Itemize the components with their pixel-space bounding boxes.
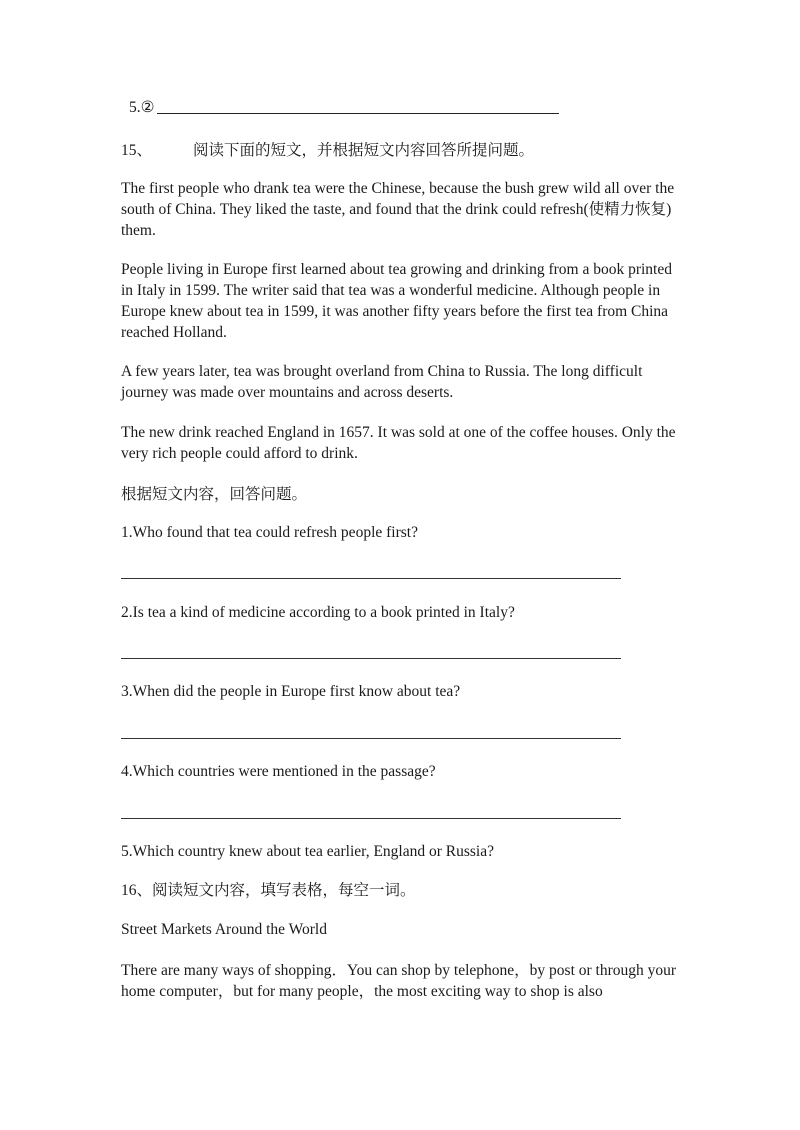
answer-line-3[interactable] [121,738,621,739]
question-3: 3.When did the people in Europe first know about tea? [121,683,461,700]
passage-paragraph-3: A few years later, tea was brought overland from China to Russia. The long difficult journey was made over mountains and across deserts. [121,363,643,401]
question-4: 4.Which countries were mentioned in the passage? [121,763,436,780]
question-2: 2.Is tea a kind of medicine according to a book printed in Italy? [121,604,515,621]
passage-paragraph-1: The first people who drank tea were the Chinese, because the bush grew wild all over the south of China. They liked the taste, and found that the drink could refresh(使精力恢复) them. [121,180,675,239]
answer-line-4[interactable] [121,818,621,819]
previous-answer-line [129,97,559,118]
passage-paragraph-2: People living in Europe first learned about tea growing and drinking from a book printed in Italy in 1599. The writer said that tea was a wonderful medicine. Although people in Europe knew about tea in 1599, it was another fifty years before the first tea from China reached Holland. [121,261,672,341]
questions-instruction: 根据短文内容，回答问题。 [121,486,308,503]
section-16-paragraph: There are many ways of shopping．You can shop by telephone，by post or through your home computer，but for many people，the most exciting way to shop is also [121,962,677,1000]
section-15-heading [121,140,534,161]
answer-line-2[interactable] [121,658,621,659]
section-15-number: 15、 [121,142,153,159]
section-16-heading: 16、阅读短文内容，填写表格，每空一词。 [121,882,416,899]
previous-answer-label: 5.② [129,99,155,116]
answer-line-1[interactable] [121,578,621,579]
section-16-title: Street Markets Around the World [121,921,327,938]
passage-paragraph-4: The new drink reached England in 1657. It was sold at one of the coffee houses. Only the very rich people could afford to drink. [121,424,676,462]
answer-blank[interactable] [157,113,559,114]
section-15-instruction: 阅读下面的短文，并根据短文内容回答所提问题。 [193,142,535,159]
question-5: 5.Which country knew about tea earlier, England or Russia? [121,843,494,860]
question-1: 1.Who found that tea could refresh people first? [121,524,418,541]
